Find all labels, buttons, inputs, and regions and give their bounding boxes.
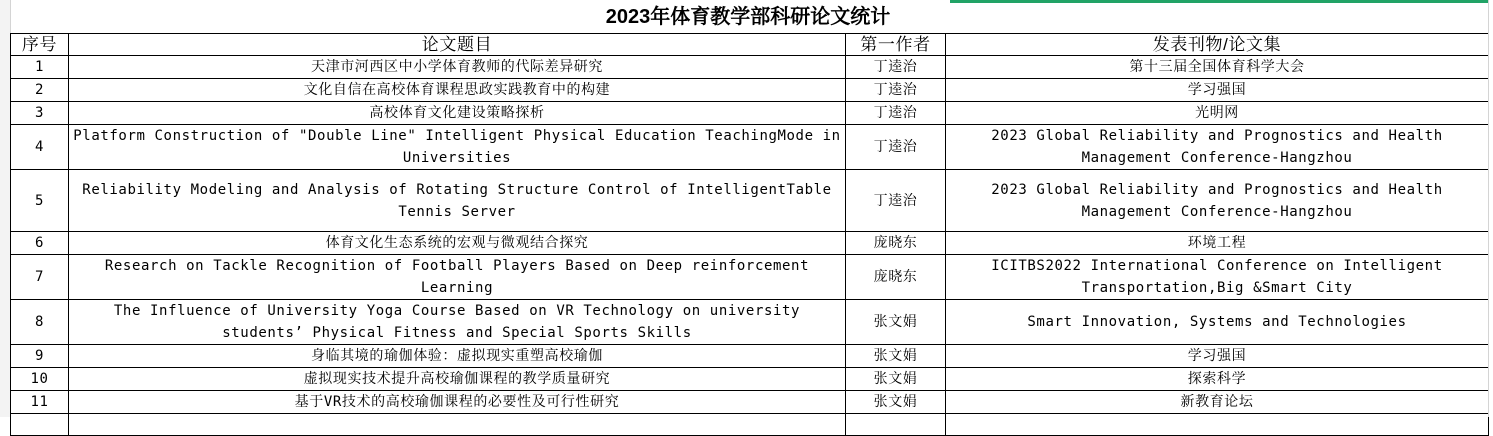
cell-index[interactable]: 8 xyxy=(11,300,69,345)
data-table xyxy=(10,33,1489,436)
cell-title[interactable]: Platform Construction of "Double Line" Intelligent Physical Education TeachingMode in Universities xyxy=(69,125,846,170)
cell-publication[interactable]: Smart Innovation, Systems and Technologies xyxy=(946,300,1489,345)
table-row xyxy=(11,345,1489,368)
cell-index[interactable]: 9 xyxy=(11,345,69,368)
table-row xyxy=(11,232,1489,255)
cell-publication[interactable]: 探索科学 xyxy=(946,368,1489,391)
cell-publication[interactable]: 光明网 xyxy=(946,102,1489,125)
table-row xyxy=(11,79,1489,102)
cell-publication[interactable]: 2023 Global Reliability and Prognostics and Health Management Conference-Hangzhou xyxy=(946,170,1489,232)
cell-author[interactable]: 丁逵治 xyxy=(846,125,946,170)
header-publication[interactable]: 发表刊物/论文集 xyxy=(946,34,1489,56)
table-row xyxy=(11,255,1489,300)
cell-index[interactable]: 10 xyxy=(11,368,69,391)
table-row xyxy=(11,391,1489,414)
cell-author[interactable]: 张文娟 xyxy=(846,300,946,345)
cell-author[interactable]: 丁逵治 xyxy=(846,170,946,232)
cell-title[interactable]: The Influence of University Yoga Course Based on VR Technology on university students’ Physical Fitness and Special Sports Skills xyxy=(69,300,846,345)
header-index[interactable]: 序号 xyxy=(11,34,69,56)
table-row xyxy=(11,300,1489,345)
cell-index[interactable]: 5 xyxy=(11,170,69,232)
cell-publication[interactable]: 新教育论坛 xyxy=(946,391,1489,414)
cell-publication[interactable]: 学习强国 xyxy=(946,345,1489,368)
cell-author[interactable]: 丁逵治 xyxy=(846,102,946,125)
table-row xyxy=(11,170,1489,232)
cell-publication[interactable]: 第十三届全国体育科学大会 xyxy=(946,56,1489,79)
cell-index[interactable]: 3 xyxy=(11,102,69,125)
table-row xyxy=(11,368,1489,391)
header-first-author[interactable]: 第一作者 xyxy=(846,34,946,56)
table-row xyxy=(11,102,1489,125)
cell-author[interactable]: 丁逵治 xyxy=(846,56,946,79)
title-row[interactable] xyxy=(10,0,1488,34)
sheet-title[interactable]: 2023年体育教学部科研论文统计 xyxy=(605,6,891,28)
cell-author[interactable]: 庞晓东 xyxy=(846,255,946,300)
cell-index[interactable]: 2 xyxy=(11,79,69,102)
cell-publication[interactable]: 学习强国 xyxy=(946,79,1489,102)
cell-title[interactable]: 身临其境的瑜伽体验：虚拟现实重塑高校瑜伽 xyxy=(69,345,846,368)
cell-title[interactable]: 虚拟现实技术提升高校瑜伽课程的教学质量研究 xyxy=(69,368,846,391)
cell-author[interactable]: 庞晓东 xyxy=(846,232,946,255)
cell-index[interactable]: 4 xyxy=(11,125,69,170)
cell-title[interactable]: Research on Tackle Recognition of Football Players Based on Deep reinforcement Learning xyxy=(69,255,846,300)
cell-title[interactable]: 文化自信在高校体育课程思政实践教育中的构建 xyxy=(69,79,846,102)
table-row xyxy=(11,56,1489,79)
cell-title[interactable]: 高校体育文化建设策略探析 xyxy=(69,102,846,125)
cell-author[interactable]: 张文娟 xyxy=(846,345,946,368)
cell-title[interactable]: 基于VR技术的高校瑜伽课程的必要性及可行性研究 xyxy=(69,391,846,414)
header-paper-title[interactable]: 论文题目 xyxy=(69,34,846,56)
cell-index[interactable]: 11 xyxy=(11,391,69,414)
cell-index[interactable]: 6 xyxy=(11,232,69,255)
cell-author[interactable]: 丁逵治 xyxy=(846,79,946,102)
cell-publication[interactable]: ICITBS2022 International Conference on Intelligent Transportation,Big &Smart City xyxy=(946,255,1489,300)
cell-author[interactable]: 张文娟 xyxy=(846,391,946,414)
cell-publication[interactable]: 2023 Global Reliability and Prognostics and Health Management Conference-Hangzhou xyxy=(946,125,1489,170)
cell-publication[interactable]: 环境工程 xyxy=(946,232,1489,255)
cell-index[interactable]: 7 xyxy=(11,255,69,300)
selection-indicator xyxy=(950,0,1493,3)
table-row xyxy=(11,125,1489,170)
sheet-right-edge xyxy=(1488,0,1493,417)
cell-title[interactable]: 天津市河西区中小学体育教师的代际差异研究 xyxy=(69,56,846,79)
cell-title[interactable]: Reliability Modeling and Analysis of Rotating Structure Control of IntelligentTable Tennis Server xyxy=(69,170,846,232)
cell-author[interactable]: 张文娟 xyxy=(846,368,946,391)
header-row xyxy=(11,34,1489,56)
cell-index[interactable]: 1 xyxy=(11,56,69,79)
cell-title[interactable]: 体育文化生态系统的宏观与微观结合探究 xyxy=(69,232,846,255)
